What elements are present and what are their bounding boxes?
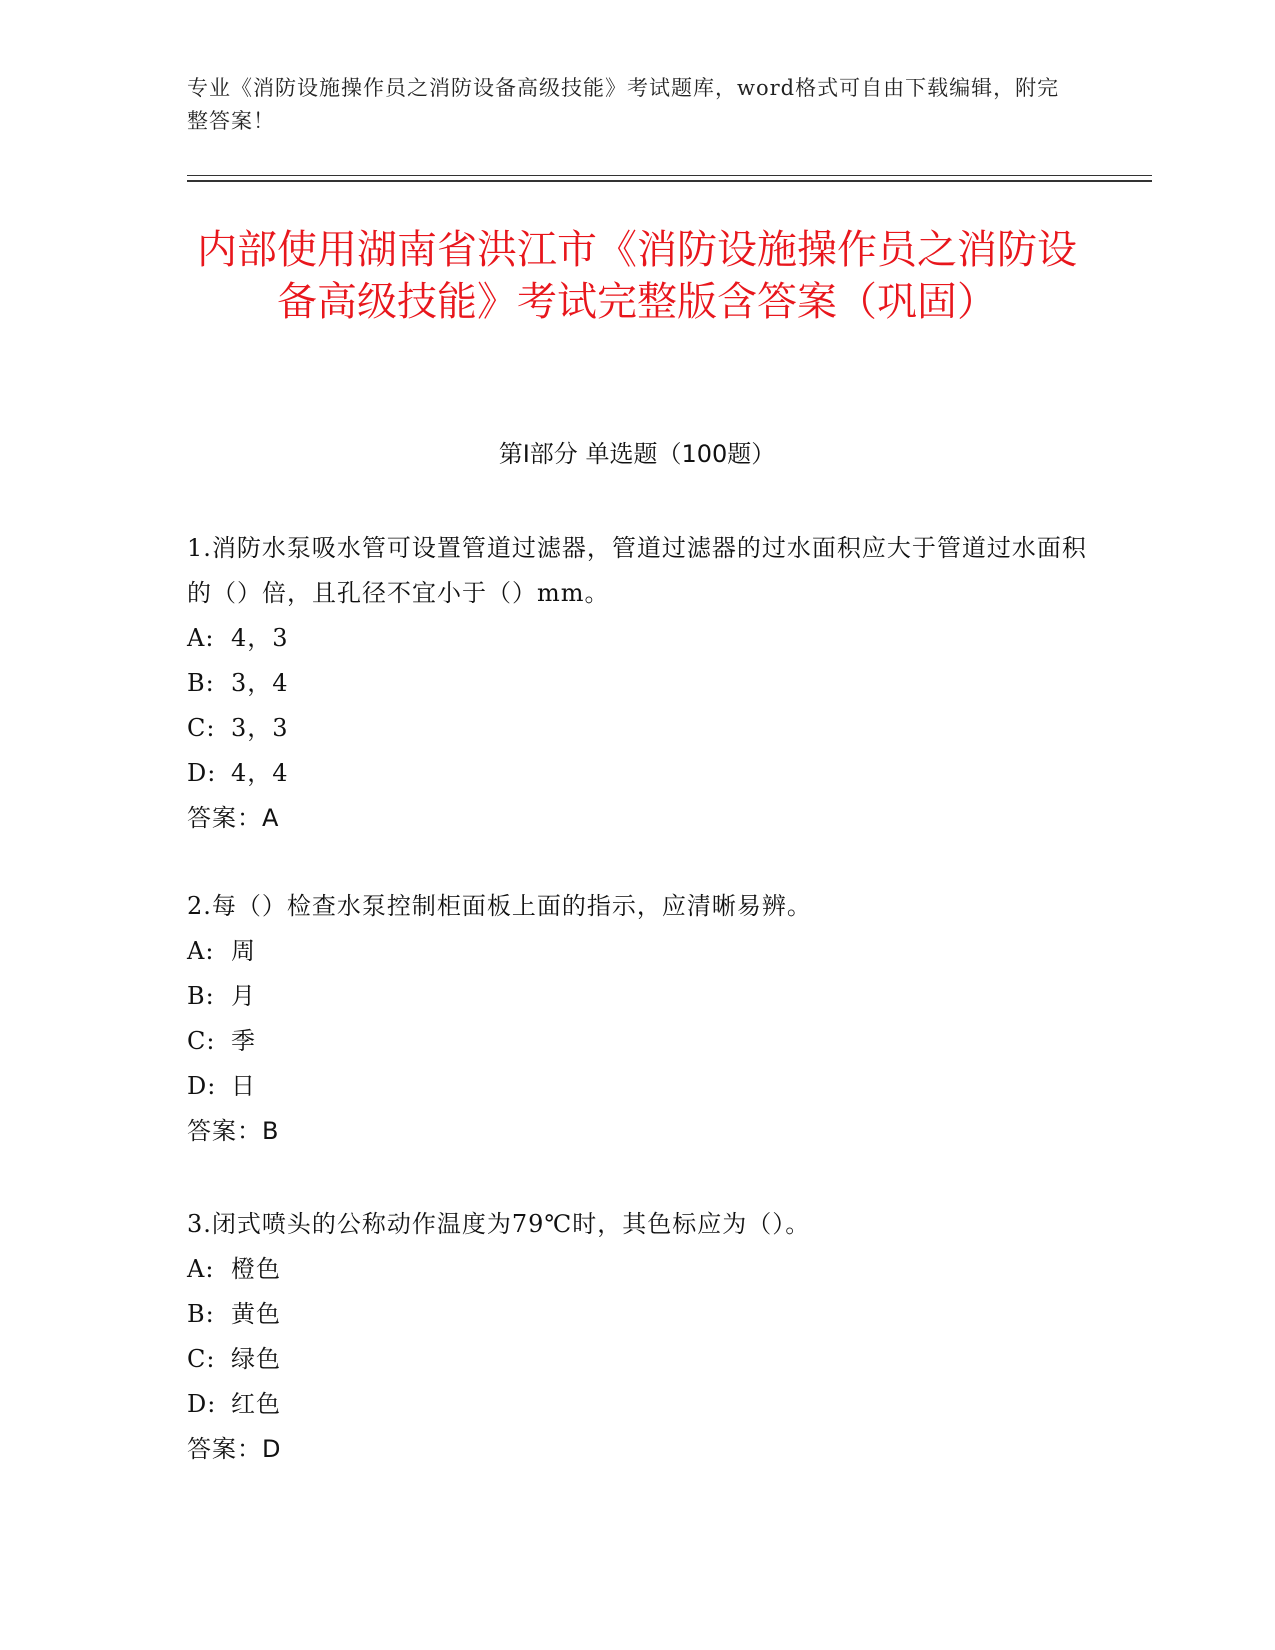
option-key: B:	[187, 982, 215, 1010]
answer: 答案：D	[187, 1435, 282, 1463]
option-text: 黄色	[231, 1300, 281, 1328]
option-key: C:	[187, 1345, 216, 1373]
answer: 答案：A	[187, 804, 280, 832]
option-text: 日	[231, 1072, 256, 1100]
option-text: 3，4	[231, 669, 289, 697]
option-key: D:	[187, 1072, 217, 1100]
option-a	[187, 929, 1087, 974]
option-b	[187, 1292, 1087, 1337]
option-key: C:	[187, 1027, 216, 1055]
option-c	[187, 706, 1087, 751]
option-text: 月	[231, 982, 256, 1010]
option-d	[187, 1382, 1087, 1427]
option-text: 4，3	[231, 624, 289, 652]
option-c	[187, 1337, 1087, 1382]
option-c	[187, 1019, 1087, 1064]
option-key: B:	[187, 669, 215, 697]
question-3	[187, 1202, 1087, 1472]
option-b	[187, 661, 1087, 706]
option-d	[187, 751, 1087, 796]
option-text: 周	[231, 937, 256, 965]
document-title: 内部使用湖南省洪江市《消防设施操作员之消防设备高级技能》考试完整版含答案（巩固）	[197, 227, 1077, 325]
option-key: A:	[187, 937, 215, 965]
question-1	[187, 526, 1087, 841]
header-note: 专业《消防设施操作员之消防设备高级技能》考试题库，word格式可自由下载编辑，附完整答案！	[187, 76, 1060, 133]
option-key: D:	[187, 1390, 217, 1418]
option-text: 季	[231, 1027, 256, 1055]
header-divider-thin	[187, 175, 1152, 176]
option-a	[187, 616, 1087, 661]
question-stem: 3.闭式喷头的公称动作温度为79℃时，其色标应为（）。	[187, 1210, 811, 1238]
header-divider-thick	[187, 180, 1152, 182]
section-title: 第Ⅰ部分 单选题（100题）	[498, 440, 776, 468]
answer: 答案：B	[187, 1117, 280, 1145]
option-key: D:	[187, 759, 217, 787]
option-text: 3，3	[231, 714, 289, 742]
option-key: A:	[187, 624, 215, 652]
option-text: 绿色	[231, 1345, 281, 1373]
option-key: A:	[187, 1255, 215, 1283]
option-text: 橙色	[231, 1255, 281, 1283]
question-2	[187, 884, 1087, 1154]
option-text: 4，4	[231, 759, 289, 787]
question-stem: 1.消防水泵吸水管可设置管道过滤器，管道过滤器的过水面积应大于管道过水面积的（）倍，且孔径不宜小于（）mm。	[187, 534, 1087, 607]
option-b	[187, 974, 1087, 1019]
option-d	[187, 1064, 1087, 1109]
question-stem: 2.每（）检查水泵控制柜面板上面的指示，应清晰易辨。	[187, 892, 812, 920]
option-key: B:	[187, 1300, 215, 1328]
option-key: C:	[187, 714, 216, 742]
option-a	[187, 1247, 1087, 1292]
option-text: 红色	[231, 1390, 281, 1418]
